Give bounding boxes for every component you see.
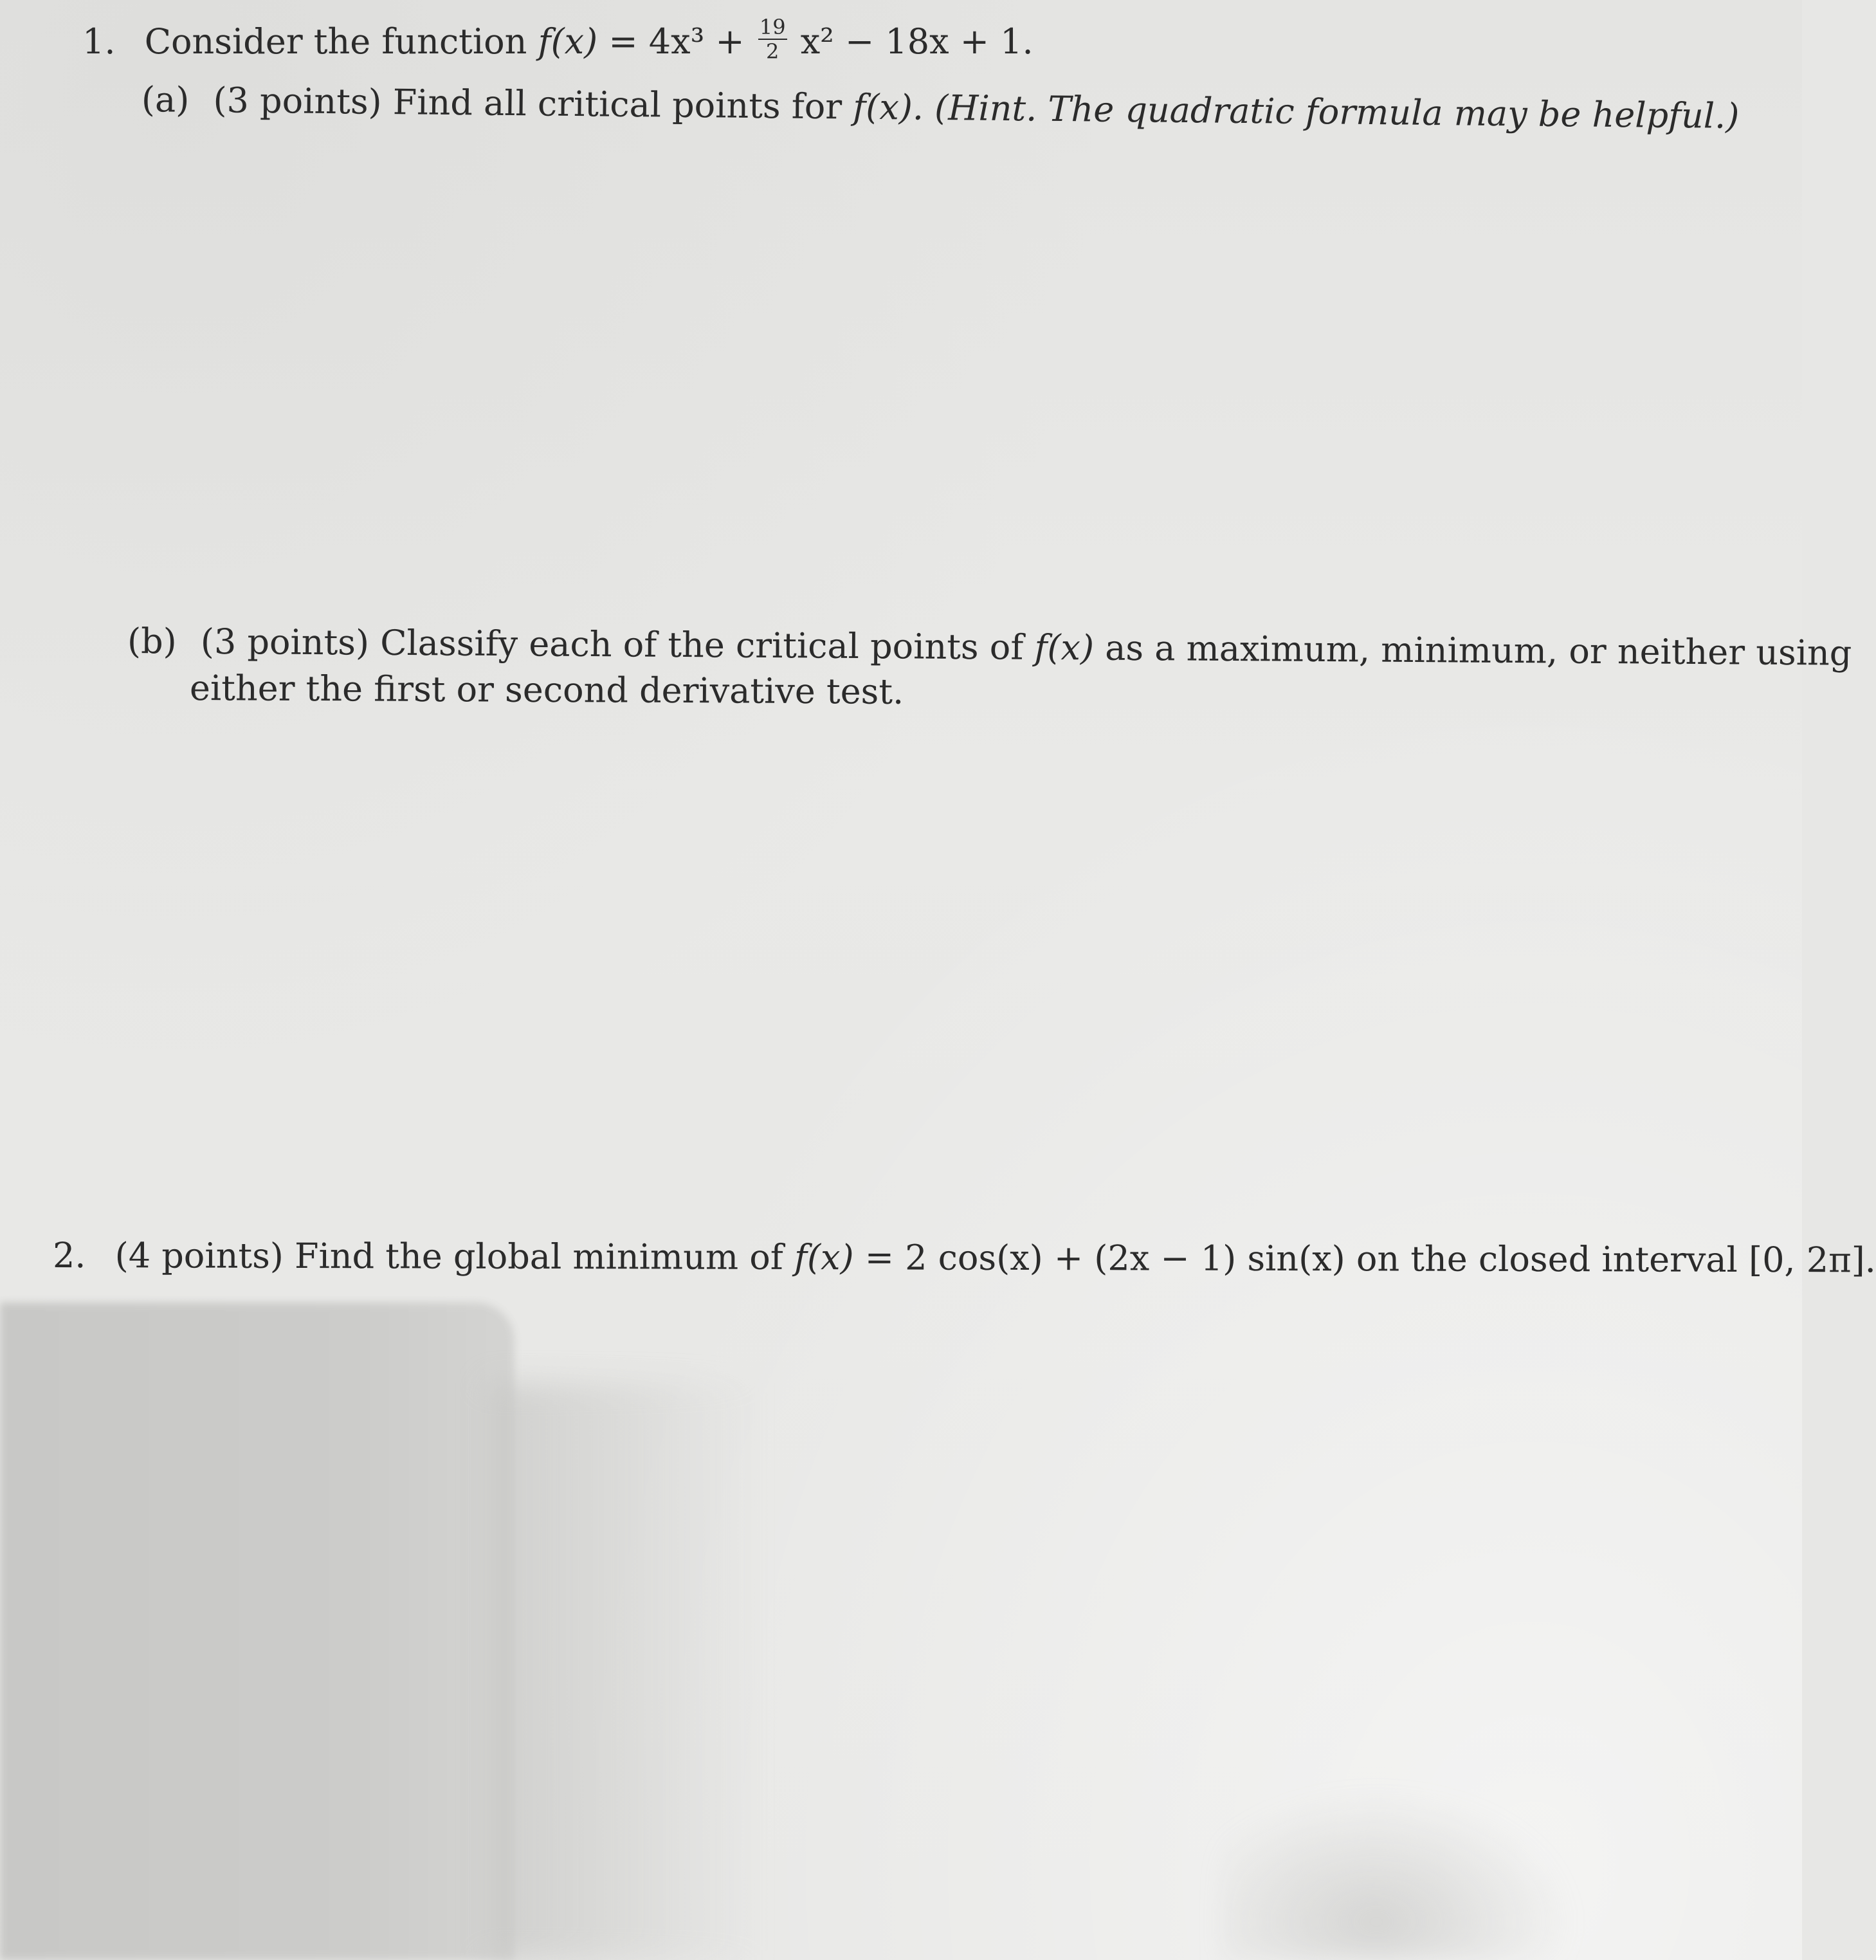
- question-1a-hint: (Hint. The quadratic formula may be helpful.): [934, 87, 1740, 137]
- question-1b-function: f(x): [1034, 627, 1095, 668]
- question-1-intro: Consider the function: [144, 21, 527, 62]
- question-1-fraction: [758, 17, 787, 62]
- question-2-text-b: on the closed interval: [1356, 1238, 1738, 1280]
- question-2-function-expr: = 2 cos(x) + (2x − 1) sin(x): [864, 1237, 1345, 1279]
- question-1b-text: (3 points) Classify each of the critical points of: [200, 621, 1024, 668]
- question-1b-line-2: [189, 668, 904, 712]
- question-1-function-name: f(x): [538, 21, 598, 62]
- question-1-number: 1.: [82, 21, 116, 62]
- question-1a-text: (3 points) Find all critical points for: [213, 80, 842, 127]
- question-2-statement: [52, 1235, 1876, 1281]
- question-2-text: (4 points) Find the global minimum of: [114, 1235, 783, 1278]
- question-1b-text-2: either the first or second derivative test.: [189, 668, 904, 712]
- question-2-interval: [0, 2π].: [1748, 1239, 1876, 1281]
- question-1b-label: (b): [127, 621, 177, 662]
- question-1-statement: [82, 15, 1034, 67]
- hand-shadow: [0, 1303, 515, 1960]
- fraction-numerator: 19: [759, 15, 786, 39]
- question-1-function-expr-b: x² − 18x + 1.: [800, 21, 1034, 62]
- question-2-number: 2.: [52, 1235, 86, 1276]
- question-2-function-name: f(x): [794, 1237, 854, 1278]
- question-1b: [127, 621, 1852, 673]
- question-1a-function: f(x).: [853, 86, 924, 128]
- question-1a: [141, 79, 1740, 137]
- question-1b-text-continued: as a maximum, minimum, or neither using: [1105, 627, 1852, 673]
- hand-shadow-fade: [489, 1383, 759, 1960]
- question-1a-label: (a): [141, 79, 190, 120]
- corner-shadow: [1222, 1769, 1608, 1960]
- question-1-function-expr-a: = 4x³ +: [608, 21, 745, 62]
- fraction-denominator: 2: [766, 39, 779, 64]
